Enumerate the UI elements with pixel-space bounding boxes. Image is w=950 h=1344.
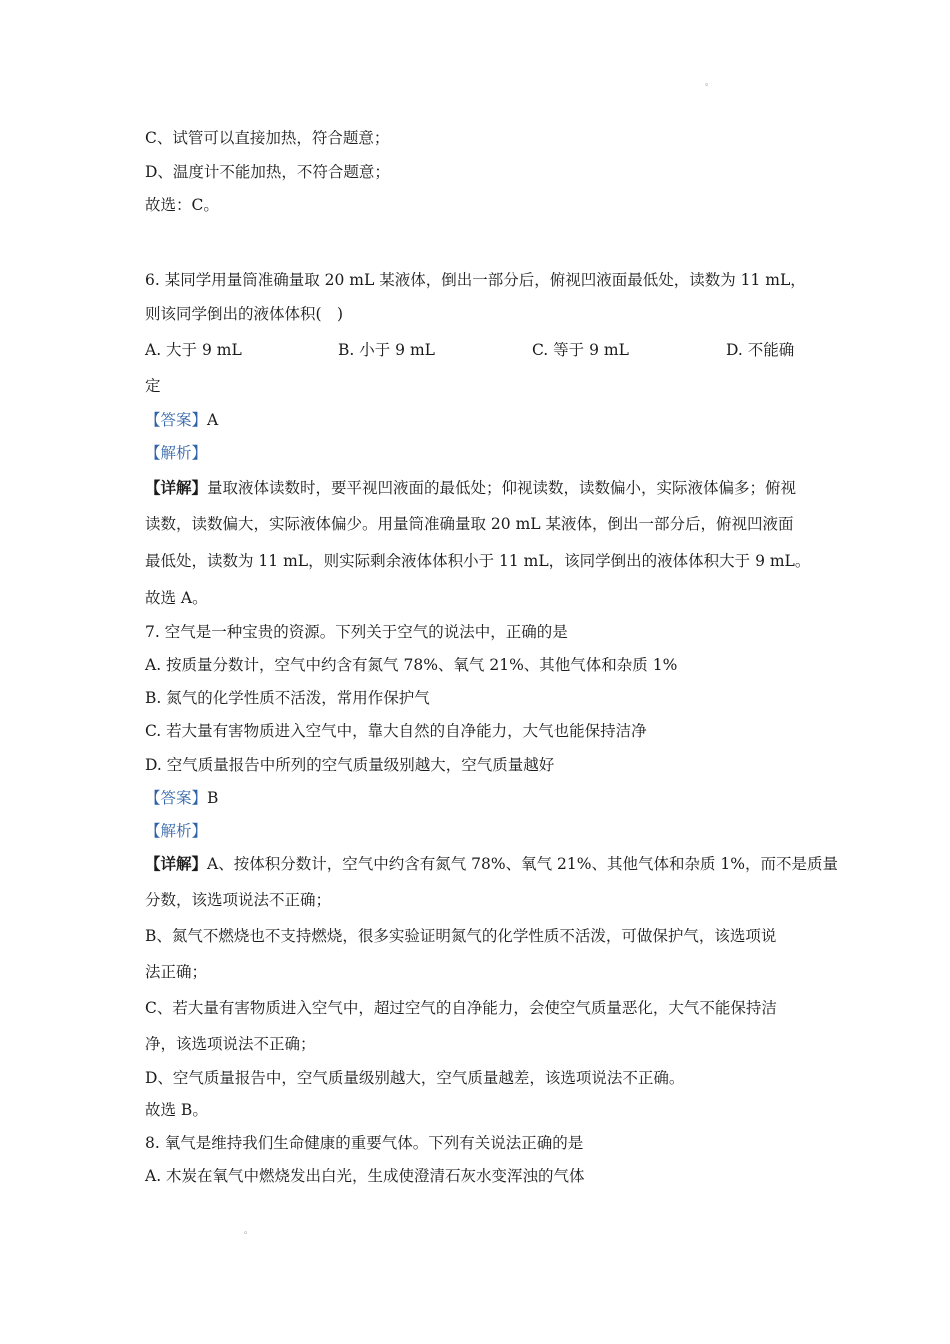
- detail-tag: 【详解】: [145, 854, 208, 873]
- q6-option-a: A. 大于 9 mL: [145, 341, 242, 359]
- q5-choice: 故选：C。: [145, 196, 219, 214]
- answer-tag: 【答案】: [145, 411, 208, 429]
- page-mark-bottom: 。: [244, 1226, 254, 1236]
- q6-analysis-line: [145, 443, 207, 463]
- q6-answer: A: [207, 411, 219, 429]
- q7-detail-line6: 净，该选项说法不正确；: [145, 1035, 316, 1053]
- q6-stem-line2: 则该同学倒出的液体体积( ): [145, 305, 344, 323]
- q5-option-d-explanation: D、温度计不能加热，不符合题意；: [145, 163, 390, 181]
- q7-analysis-line: [145, 821, 207, 841]
- analysis-tag: 【解析】: [145, 444, 208, 462]
- q6-option-d: D. 不能确: [726, 341, 795, 359]
- q6-option-b: B. 小于 9 mL: [338, 341, 435, 359]
- q7-detail-text1: A、按体积分数计，空气中约含有氮气 78%、氧气 21%、其他气体和杂质 1%，而不是质量: [207, 855, 838, 873]
- q8-stem: 8. 氧气是维持我们生命健康的重要气体。下列有关说法正确的是: [145, 1134, 584, 1152]
- q6-detail-line1: [145, 478, 796, 498]
- page-mark-top: 。: [705, 78, 715, 88]
- q7-choice: 故选 B。: [145, 1101, 208, 1119]
- q7-answer-line: [145, 788, 218, 808]
- q5-option-c-explanation: C、试管可以直接加热，符合题意；: [145, 129, 390, 147]
- q6-choice: 故选 A。: [145, 589, 208, 607]
- q7-option-d: D. 空气质量报告中所列的空气质量级别越大，空气质量越好: [145, 756, 555, 774]
- q7-option-a: A. 按质量分数计，空气中约含有氮气 78%、氧气 21%、其他气体和杂质 1%: [145, 656, 678, 674]
- q7-detail-line5: C、若大量有害物质进入空气中，超过空气的自净能力，会使空气质量恶化，大气不能保持洁: [145, 999, 777, 1017]
- q7-detail-line2: 分数，该选项说法不正确；: [145, 891, 332, 909]
- q6-detail-text1: 量取液体读数时，要平视凹液面的最低处；仰视读数，读数偏小，实际液体偏多；俯视: [207, 479, 797, 497]
- q8-option-a: A. 木炭在氧气中燃烧发出白光，生成使澄清石灰水变浑浊的气体: [145, 1167, 585, 1185]
- answer-tag: 【答案】: [145, 789, 208, 807]
- q6-option-d-continued: 定: [145, 377, 161, 395]
- q7-answer: B: [207, 789, 219, 807]
- q7-option-b: B. 氮气的化学性质不活泼，常用作保护气: [145, 689, 430, 707]
- q6-detail-line3: 最低处，读数为 11 mL，则实际剩余液体体积小于 11 mL，该同学倒出的液体体积大于 9 mL。: [145, 552, 811, 570]
- detail-tag: 【详解】: [145, 478, 208, 497]
- q6-option-c: C. 等于 9 mL: [532, 341, 629, 359]
- q6-answer-line: [145, 410, 218, 430]
- analysis-tag: 【解析】: [145, 822, 208, 840]
- q7-detail-line4: 法正确；: [145, 963, 208, 981]
- q6-detail-line2: 读数，读数偏大，实际液体偏少。用量筒准确量取 20 mL 某液体，倒出一部分后，俯视凹液面: [145, 515, 794, 533]
- q7-stem: 7. 空气是一种宝贵的资源。下列关于空气的说法中，正确的是: [145, 623, 568, 641]
- q7-detail-line3: B、氮气不燃烧也不支持燃烧，很多实验证明氮气的化学性质不活泼，可做保护气，该选项说: [145, 927, 777, 945]
- q7-option-c: C. 若大量有害物质进入空气中，靠大自然的自净能力，大气也能保持洁净: [145, 722, 647, 740]
- q7-detail-line7: D、空气质量报告中，空气质量级别越大，空气质量越差，该选项说法不正确。: [145, 1069, 685, 1087]
- q6-stem-line1: 6. 某同学用量筒准确量取 20 mL 某液体，倒出一部分后，俯视凹液面最低处，读数为 11 mL，: [145, 271, 806, 289]
- q7-detail-line1: [145, 854, 838, 874]
